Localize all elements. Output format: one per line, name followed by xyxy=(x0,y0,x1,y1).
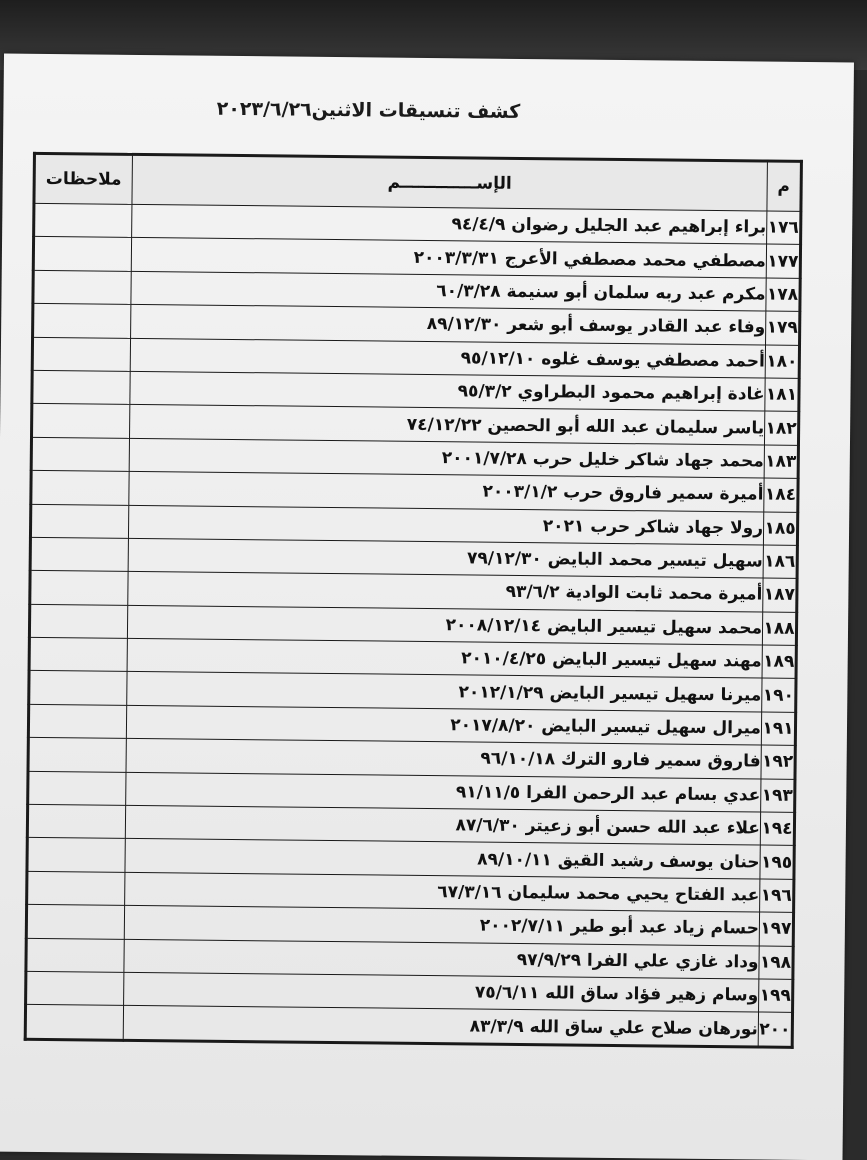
row-notes xyxy=(27,804,125,838)
header-name xyxy=(132,154,767,211)
row-notes xyxy=(29,637,127,671)
row-notes xyxy=(33,237,131,271)
row-notes xyxy=(26,938,124,972)
row-name: علاء عبد الله حسن أبو زعيتر ٨٧/٦/٣٠ xyxy=(125,805,760,845)
row-name: مكرم عبد ربه سلمان أبو سنيمة ٦٠/٣/٢٨ xyxy=(131,271,766,311)
row-name: وداد غازي علي الفرا ٩٧/٩/٢٩ xyxy=(124,939,759,979)
row-number: ١٧٦ xyxy=(767,211,801,245)
row-name: رولا جهاد شاكر حرب ٢٠٢١ xyxy=(128,505,763,545)
row-name: عبد الفتاح يحيي محمد سليمان ٦٧/٣/١٦ xyxy=(125,872,760,912)
row-notes xyxy=(26,905,124,939)
row-notes xyxy=(27,871,125,905)
row-number: ١٩١ xyxy=(761,712,795,746)
row-number: ١٨٤ xyxy=(764,478,798,512)
row-name: أحمد مصطفي يوسف غلوه ٩٥/١٢/١٠ xyxy=(130,338,765,378)
row-number: ١٨٣ xyxy=(764,445,798,479)
row-notes xyxy=(30,537,128,571)
row-name: براء إبراهيم عبد الجليل رضوان ٩٤/٤/٩ xyxy=(132,204,767,244)
row-notes xyxy=(28,771,126,805)
row-notes xyxy=(33,304,131,338)
row-number: ١٩٦ xyxy=(760,879,794,913)
row-notes xyxy=(33,270,131,304)
row-name: وسام زهير فؤاد ساق الله ٧٥/٦/١١ xyxy=(124,972,759,1012)
row-notes xyxy=(25,1005,123,1040)
row-number: ٢٠٠ xyxy=(758,1012,792,1047)
row-number: ١٨٩ xyxy=(762,645,796,679)
row-notes xyxy=(27,838,125,872)
row-name: أميرة محمد ثابت الوادية ٩٣/٦/٢ xyxy=(128,572,763,612)
paper-sheet xyxy=(0,54,854,1160)
row-name: ياسر سليمان عبد الله أبو الحصين ٧٤/١٢/٢٢ xyxy=(130,405,765,445)
row-number: ١٨٥ xyxy=(763,512,797,546)
header-notes: ملاحظات xyxy=(34,153,133,204)
row-notes xyxy=(29,604,127,638)
row-name: وفاء عبد القادر يوسف أبو شعر ٨٩/١٢/٣٠ xyxy=(131,305,766,345)
row-name: ميرال سهيل تيسير البايض ٢٠١٧/٨/٢٠ xyxy=(126,705,761,745)
row-name: مصطفي محمد مصطفي الأعرج ٢٠٠٣/٣/٣١ xyxy=(131,238,766,278)
table-header-row xyxy=(34,153,801,211)
row-number: ١٧٧ xyxy=(766,244,800,278)
row-name: أميرة سمير فاروق حرب ٢٠٠٣/١/٢ xyxy=(129,472,764,512)
table-body xyxy=(25,203,801,1047)
row-name: حنان يوسف رشيد القيق ٨٩/١٠/١١ xyxy=(125,839,760,879)
row-name: فاروق سمير فارو الترك ٩٦/١٠/١٨ xyxy=(126,739,761,779)
row-name: محمد سهيل تيسير البايض ٢٠٠٨/١٢/١٤ xyxy=(127,605,762,645)
row-number: ١٩٠ xyxy=(762,678,796,712)
row-number: ١٨٦ xyxy=(763,545,797,579)
row-number: ١٩٧ xyxy=(759,912,793,946)
row-notes xyxy=(28,738,126,772)
row-number: ١٩٢ xyxy=(761,745,795,779)
document-title: كشف تنسيقات الاثنين٢٠٢٣/٦/٢٦ xyxy=(216,97,521,123)
row-notes xyxy=(26,971,124,1005)
row-notes xyxy=(30,571,128,605)
row-name: محمد جهاد شاكر خليل حرب ٢٠٠١/٧/٢٨ xyxy=(129,438,764,478)
header-number: م xyxy=(767,161,802,211)
row-number: ١٩٣ xyxy=(761,779,795,813)
row-number: ١٩٥ xyxy=(760,845,794,879)
row-name: غادة إبراهيم محمود البطراوي ٩٥/٣/٢ xyxy=(130,371,765,411)
row-number: ١٩٨ xyxy=(759,946,793,980)
row-notes xyxy=(28,704,126,738)
row-name: نورهان صلاح علي ساق الله ٨٣/٣/٩ xyxy=(123,1006,758,1047)
row-notes xyxy=(29,671,127,705)
row-number: ١٨٠ xyxy=(765,345,799,379)
row-number: ١٩٩ xyxy=(759,979,793,1013)
row-name: ميرنا سهيل تيسير البايض ٢٠١٢/١/٢٩ xyxy=(127,672,762,712)
row-notes xyxy=(32,337,130,371)
row-name: مهند سهيل تيسير البايض ٢٠١٠/٤/٢٥ xyxy=(127,638,762,678)
row-notes xyxy=(32,370,130,404)
row-notes xyxy=(30,504,128,538)
row-number: ١٨٧ xyxy=(763,578,797,612)
row-number: ١٧٨ xyxy=(766,278,800,312)
table-row xyxy=(25,1005,792,1047)
row-name: عدي بسام عبد الرحمن الفرا ٩١/١١/٥ xyxy=(126,772,761,812)
row-number: ١٨٨ xyxy=(762,612,796,646)
row-notes xyxy=(32,404,130,438)
row-name: سهيل تيسير محمد البايض ٧٩/١٢/٣٠ xyxy=(128,538,763,578)
header-name-label: الإســـــــــــــم xyxy=(387,172,512,194)
row-number: ١٩٤ xyxy=(760,812,794,846)
row-number: ١٨١ xyxy=(765,378,799,412)
row-notes xyxy=(31,437,129,471)
row-name: حسام زياد عبد أبو طير ٢٠٠٢/٧/١١ xyxy=(124,906,759,946)
row-notes xyxy=(34,203,132,237)
names-table xyxy=(24,152,803,1049)
row-notes xyxy=(31,470,129,504)
row-number: ١٨٢ xyxy=(764,411,798,445)
row-number: ١٧٩ xyxy=(766,311,800,345)
